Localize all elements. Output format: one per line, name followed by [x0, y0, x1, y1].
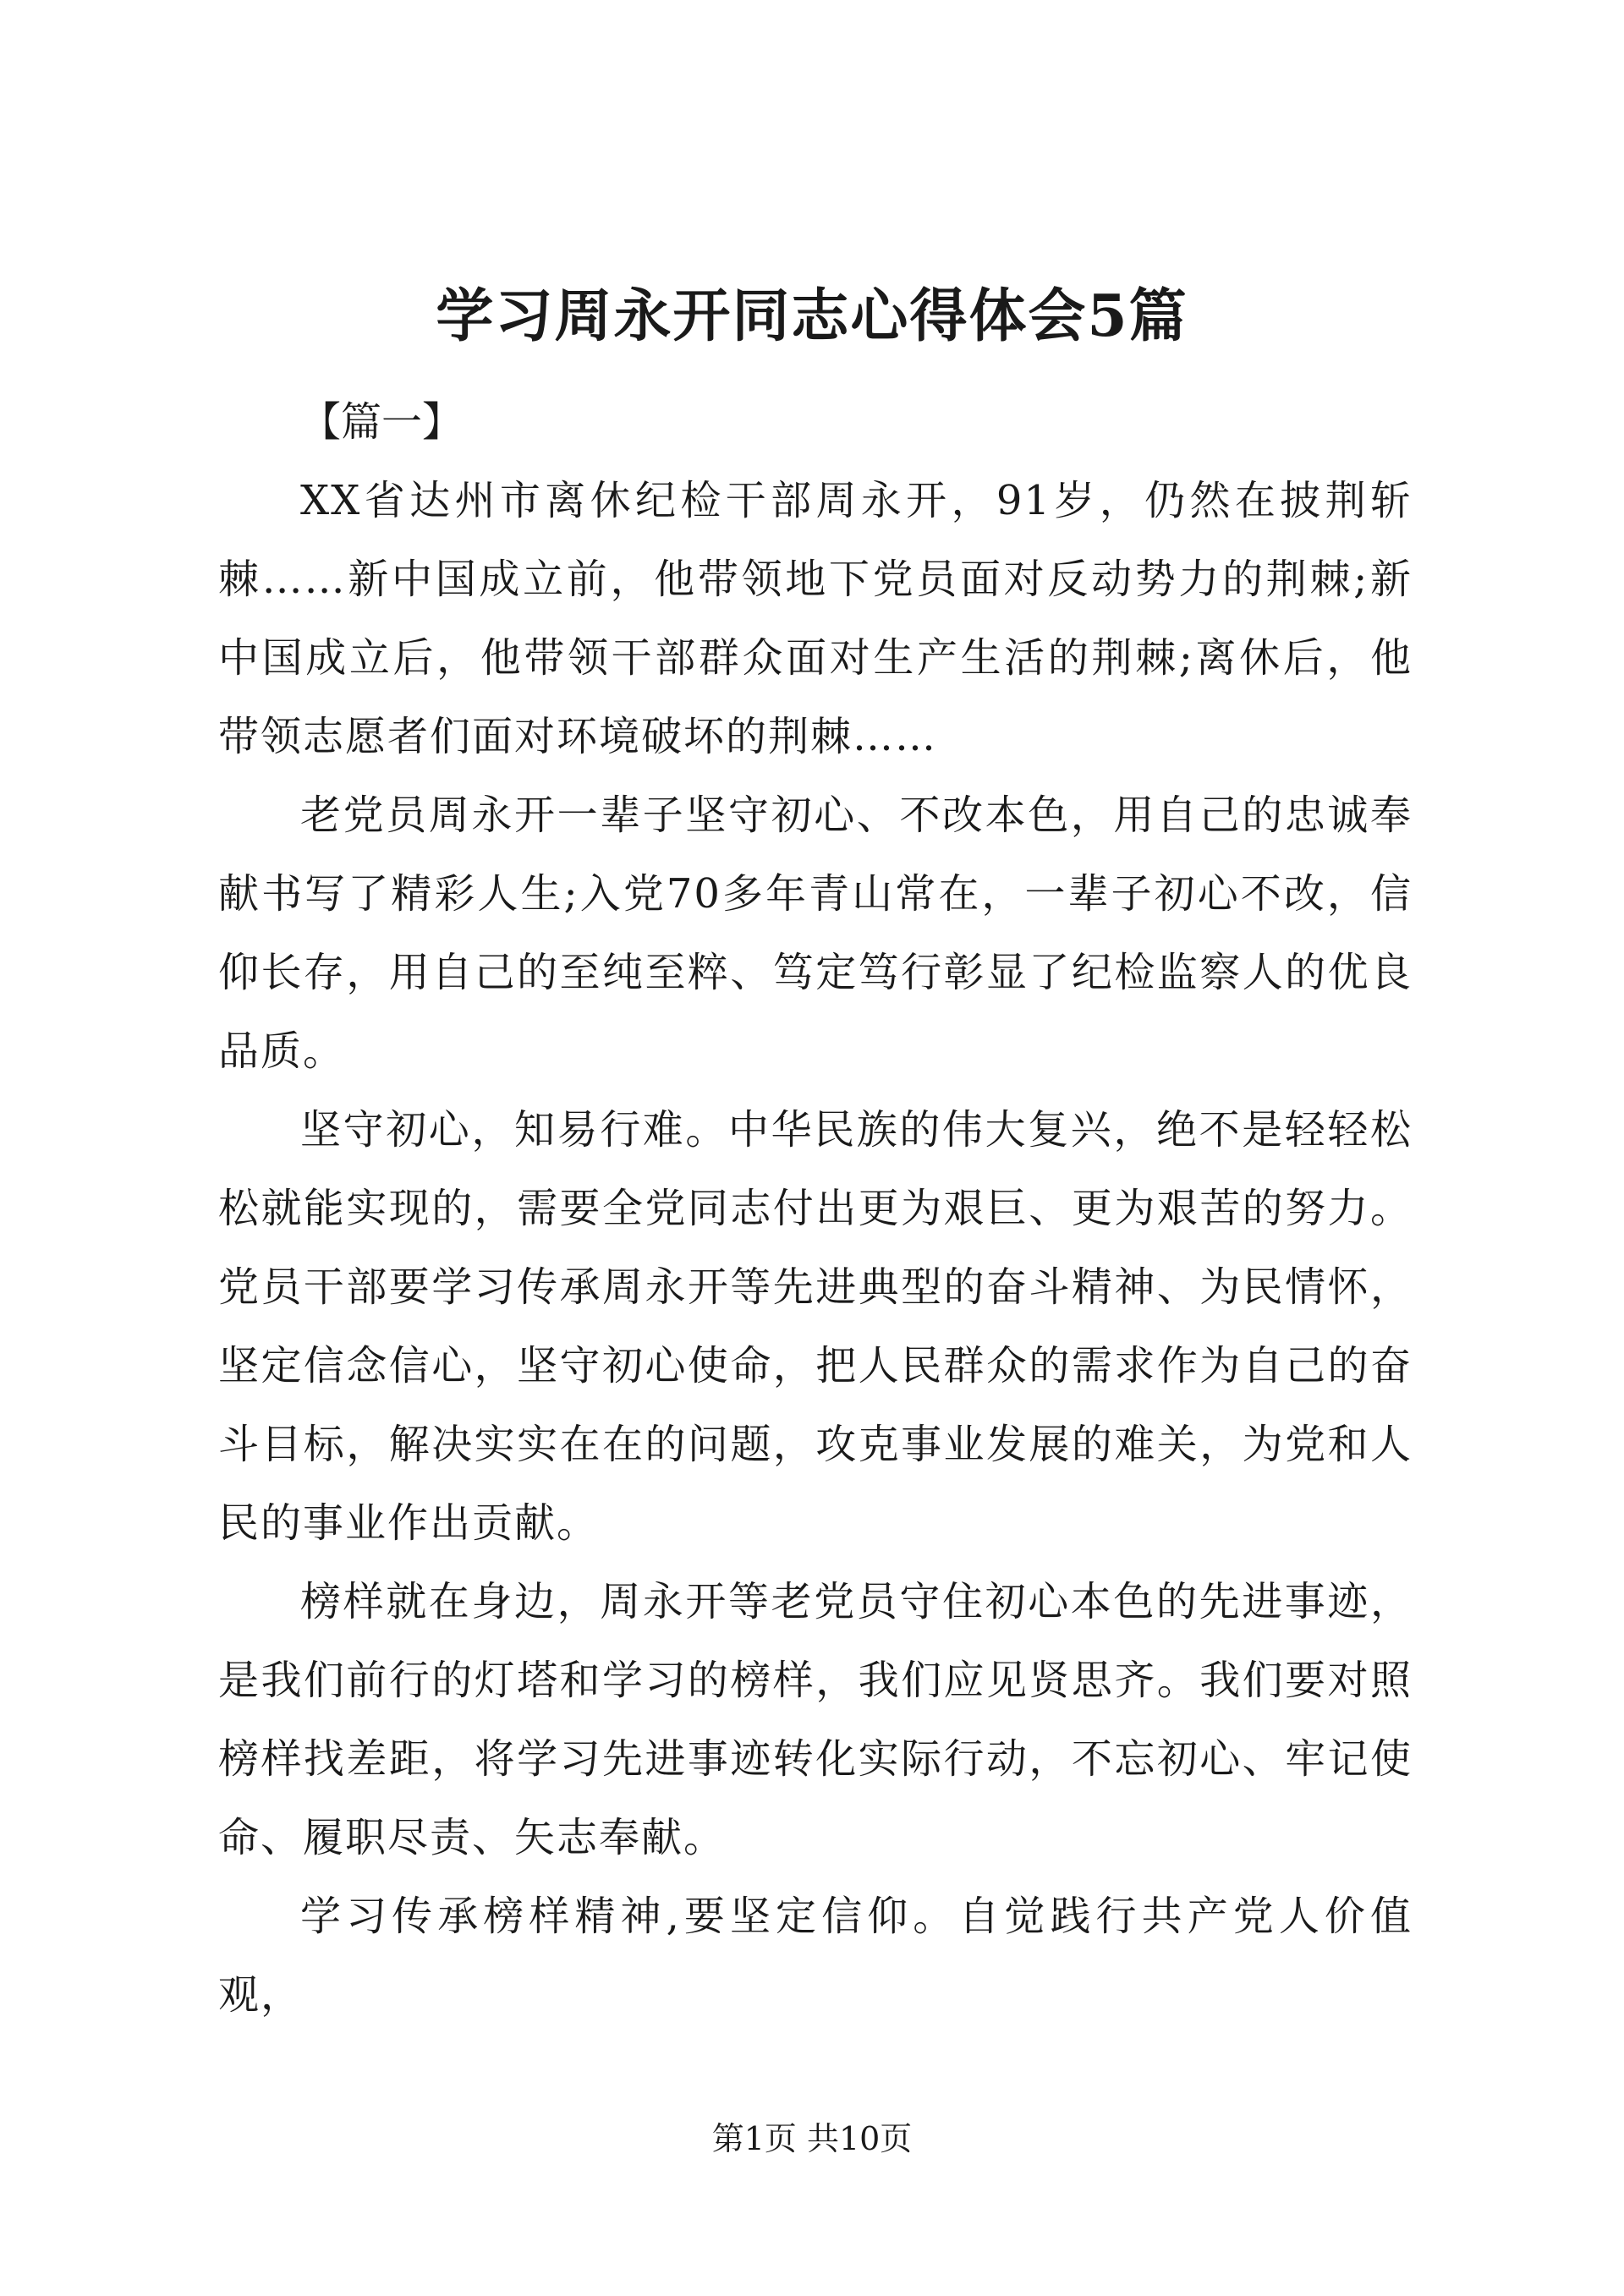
paragraph-2: 老党员周永开一辈子坚守初心、不改本色，用自己的忠诚奉献书写了精彩人生;入党70多年青山常在，一辈子初心不改，信仰长存，用自己的至纯至粹、笃定笃行彰显了纪检监察人的优良品质。 — [218, 792, 1413, 1075]
paragraph-4: 榜样就在身边，周永开等老党员守住初心本色的先进事迹，是我们前行的灯塔和学习的榜样，我们应见贤思齐。我们要对照榜样找差距，将学习先进事迹转化实际行动，不忘初心、牢记使命、履职尽责、矢志奉献。 — [218, 1578, 1413, 1861]
paragraph-5: 学习传承榜样精神,要坚定信仰。自觉践行共产党人价值观， — [218, 1893, 1413, 2019]
section-heading: 【篇一】 — [300, 398, 464, 446]
page-number: 第1页 共10页 — [711, 2120, 913, 2157]
document-body — [218, 462, 1413, 2019]
paragraph-1: XX省达州市离休纪检干部周永开，91岁，仍然在披荆斩棘……新中国成立前，他带领地下党员面对反动势力的荆棘;新中国成立后，他带领干部群众面对生产生活的荆棘;离休后，他带领志愿者们面对环境破坏的荆棘…… — [218, 477, 1413, 760]
paragraph-3: 坚守初心，知易行难。中华民族的伟大复兴，绝不是轻轻松松就能实现的，需要全党同志付出更为艰巨、更为艰苦的努力。党员干部要学习传承周永开等先进典型的奋斗精神、为民情怀，坚定信念信心，坚守初心使命，把人民群众的需求作为自己的奋斗目标，解决实实在在的问题，攻克事业发展的难关，为党和人民的事业作出贡献。 — [218, 1106, 1413, 1547]
page-title: 学习周永开同志心得体会5篇 — [436, 282, 1188, 350]
